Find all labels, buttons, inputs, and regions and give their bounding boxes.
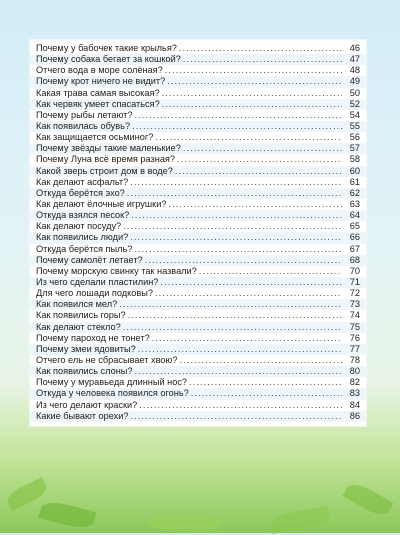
toc-entry-title: Почему рыбы летают? bbox=[36, 109, 133, 120]
toc-entry-page-number: 52 bbox=[349, 98, 360, 109]
toc-entry[interactable] bbox=[30, 333, 366, 344]
toc-entry-page-number: 68 bbox=[349, 254, 360, 265]
toc-entry[interactable] bbox=[30, 221, 366, 232]
toc-entry-title: Какие бывают орехи? bbox=[36, 410, 129, 421]
toc-entry-page-number: 67 bbox=[349, 243, 360, 254]
toc-entry-title: Отчего вода в море солёная? bbox=[36, 65, 163, 76]
dot-leader bbox=[183, 143, 342, 154]
toc-entry-page-number: 84 bbox=[349, 399, 360, 410]
toc-entry-title: Какая трава самая высокая? bbox=[36, 87, 160, 98]
toc-entry-page-number: 80 bbox=[349, 366, 360, 377]
toc-entry-page-number: 74 bbox=[349, 310, 360, 321]
dot-leader bbox=[130, 411, 342, 422]
dot-leader bbox=[135, 110, 343, 121]
toc-entry-title: Откуда у человека появился огонь? bbox=[36, 388, 189, 399]
toc-entry[interactable] bbox=[30, 355, 366, 366]
dot-leader bbox=[131, 210, 342, 221]
toc-entry-title: Для чего лошади подковы? bbox=[36, 288, 153, 299]
table-of-contents bbox=[30, 40, 366, 426]
dot-leader bbox=[160, 277, 342, 288]
toc-entry[interactable] bbox=[30, 299, 366, 310]
dot-leader bbox=[130, 177, 342, 188]
dot-leader bbox=[128, 310, 342, 321]
toc-entry[interactable] bbox=[30, 199, 366, 210]
toc-entry-title: Как появились люди? bbox=[36, 232, 129, 243]
toc-entry-page-number: 82 bbox=[349, 377, 360, 388]
toc-entry-page-number: 50 bbox=[349, 87, 360, 98]
toc-entry-page-number: 76 bbox=[349, 332, 360, 343]
toc-entry-title: Почему змеи ядовиты? bbox=[36, 343, 136, 354]
toc-entry[interactable] bbox=[30, 322, 366, 333]
toc-entry-page-number: 83 bbox=[349, 388, 360, 399]
dot-leader bbox=[155, 288, 342, 299]
toc-entry[interactable] bbox=[30, 188, 366, 199]
toc-entry-page-number: 49 bbox=[349, 76, 360, 87]
toc-entry-title: Из чего делают краски? bbox=[36, 399, 138, 410]
dot-leader bbox=[132, 121, 342, 132]
dot-leader bbox=[162, 99, 342, 110]
toc-entry-page-number: 64 bbox=[349, 210, 360, 221]
toc-entry-page-number: 46 bbox=[349, 43, 360, 53]
toc-entry-title: Почему морскую свинку так назвали? bbox=[36, 265, 197, 276]
toc-entry-title: Почему крот ничего не видит? bbox=[36, 76, 166, 87]
toc-entry[interactable] bbox=[30, 154, 366, 165]
toc-entry[interactable] bbox=[30, 65, 366, 76]
toc-entry[interactable] bbox=[30, 110, 366, 121]
toc-entry-page-number: 61 bbox=[349, 176, 360, 187]
toc-entry-title: Как появились горы? bbox=[36, 310, 126, 321]
toc-entry-title: Почему самолёт летает? bbox=[36, 254, 143, 265]
toc-entry-title: Как делают стекло? bbox=[36, 321, 121, 332]
toc-entry[interactable] bbox=[30, 310, 366, 321]
toc-entry[interactable] bbox=[30, 411, 366, 422]
toc-entry-page-number: 70 bbox=[349, 265, 360, 276]
toc-entry[interactable] bbox=[30, 88, 366, 99]
toc-entry-title: Почему у бабочек такие крылья? bbox=[36, 43, 177, 53]
dot-leader bbox=[134, 244, 342, 255]
toc-entry-page-number: 65 bbox=[349, 221, 360, 232]
toc-entry-page-number: 55 bbox=[349, 120, 360, 131]
dot-leader bbox=[123, 322, 342, 333]
dot-leader bbox=[138, 344, 342, 355]
dot-leader bbox=[199, 266, 342, 277]
dot-leader bbox=[135, 366, 343, 377]
toc-entry[interactable] bbox=[30, 132, 366, 143]
leaf-decoration bbox=[342, 479, 393, 519]
dot-leader bbox=[168, 199, 342, 210]
toc-entry[interactable] bbox=[30, 277, 366, 288]
dot-leader bbox=[130, 232, 342, 243]
dot-leader bbox=[152, 333, 342, 344]
leaf-decoration bbox=[38, 498, 96, 532]
toc-entry[interactable] bbox=[30, 43, 366, 54]
toc-entry-page-number: 60 bbox=[349, 165, 360, 176]
dot-leader bbox=[155, 132, 342, 143]
toc-entry[interactable] bbox=[30, 266, 366, 277]
toc-entry[interactable] bbox=[30, 344, 366, 355]
toc-entry[interactable] bbox=[30, 166, 366, 177]
toc-entry-title: Как появились слоны? bbox=[36, 366, 133, 377]
toc-entry-page-number: 73 bbox=[349, 299, 360, 310]
toc-entry-page-number: 78 bbox=[349, 354, 360, 365]
toc-entry-page-number: 75 bbox=[349, 321, 360, 332]
toc-entry[interactable] bbox=[30, 99, 366, 110]
toc-entry[interactable] bbox=[30, 255, 366, 266]
toc-entry-title: Из чего сделали пластилин? bbox=[36, 276, 159, 287]
dot-leader bbox=[123, 221, 342, 232]
dot-leader bbox=[165, 65, 342, 76]
toc-entry-title: Почему Луна всё время разная? bbox=[36, 154, 176, 165]
toc-entry-page-number: 77 bbox=[349, 343, 360, 354]
toc-entry-title: Почему звёзды такие маленькие? bbox=[36, 143, 181, 154]
toc-entry-page-number: 58 bbox=[349, 154, 360, 165]
toc-entry-page-number: 71 bbox=[349, 276, 360, 287]
toc-entry-title: Как делают ёлочные игрушки? bbox=[36, 198, 167, 209]
toc-entry-title: Почему у муравьеда длинный нос? bbox=[36, 377, 188, 388]
toc-entry[interactable] bbox=[30, 121, 366, 132]
toc-entry-page-number: 66 bbox=[349, 232, 360, 243]
toc-entry-title: Как появился мел? bbox=[36, 299, 118, 310]
toc-entry-title: Как защищается осьминог? bbox=[36, 132, 154, 143]
toc-entry[interactable] bbox=[30, 400, 366, 411]
toc-entry-title: Откуда взялся песок? bbox=[36, 210, 130, 221]
dot-leader bbox=[167, 76, 342, 87]
dot-leader bbox=[145, 255, 342, 266]
dot-leader bbox=[177, 154, 342, 165]
toc-entry-title: Как появилась обувь? bbox=[36, 120, 131, 131]
dot-leader bbox=[139, 400, 342, 411]
toc-entry-title: Как делают асфальт? bbox=[36, 176, 129, 187]
toc-entry[interactable] bbox=[30, 210, 366, 221]
dot-leader bbox=[191, 388, 342, 399]
toc-entry[interactable] bbox=[30, 143, 366, 154]
dot-leader bbox=[175, 166, 342, 177]
toc-entry[interactable] bbox=[30, 377, 366, 388]
dot-leader bbox=[162, 88, 342, 99]
toc-entry[interactable] bbox=[30, 244, 366, 255]
toc-entry-page-number: 86 bbox=[349, 410, 360, 421]
toc-entry-page-number: 72 bbox=[349, 288, 360, 299]
toc-entry-page-number: 57 bbox=[349, 143, 360, 154]
dot-leader bbox=[119, 299, 342, 310]
toc-entry[interactable] bbox=[30, 76, 366, 87]
toc-entry[interactable] bbox=[30, 366, 366, 377]
toc-entry[interactable] bbox=[30, 388, 366, 399]
dot-leader bbox=[183, 54, 342, 65]
dot-leader bbox=[189, 377, 342, 388]
toc-entry-page-number: 47 bbox=[349, 54, 360, 65]
toc-entry-page-number: 48 bbox=[349, 65, 360, 76]
toc-entry-title: Откуда берётся эхо? bbox=[36, 187, 125, 198]
toc-entry-title: Почему собака бегает за кошкой? bbox=[36, 54, 181, 65]
dot-leader bbox=[180, 355, 342, 366]
toc-entry-title: Какой зверь строит дом в воде? bbox=[36, 165, 173, 176]
toc-entry[interactable] bbox=[30, 177, 366, 188]
toc-entry-page-number: 54 bbox=[349, 109, 360, 120]
toc-entry-page-number: 62 bbox=[349, 187, 360, 198]
toc-entry-title: Отчего ель не сбрасывает хвою? bbox=[36, 354, 178, 365]
toc-entry-title: Как червяк умеет спасаться? bbox=[36, 98, 160, 109]
leaf-decoration bbox=[149, 511, 220, 534]
dot-leader bbox=[127, 188, 342, 199]
toc-entry[interactable] bbox=[30, 232, 366, 243]
toc-entry[interactable] bbox=[30, 54, 366, 65]
leaf-decoration bbox=[269, 506, 331, 534]
toc-entry[interactable] bbox=[30, 288, 366, 299]
toc-entry-page-number: 56 bbox=[349, 132, 360, 143]
dot-leader bbox=[179, 43, 342, 54]
toc-entry-title: Почему пароход не тонет? bbox=[36, 332, 150, 343]
toc-entry-title: Откуда берётся пыль? bbox=[36, 243, 133, 254]
toc-entry-page-number: 63 bbox=[349, 198, 360, 209]
toc-entry-title: Как делают посуду? bbox=[36, 221, 122, 232]
